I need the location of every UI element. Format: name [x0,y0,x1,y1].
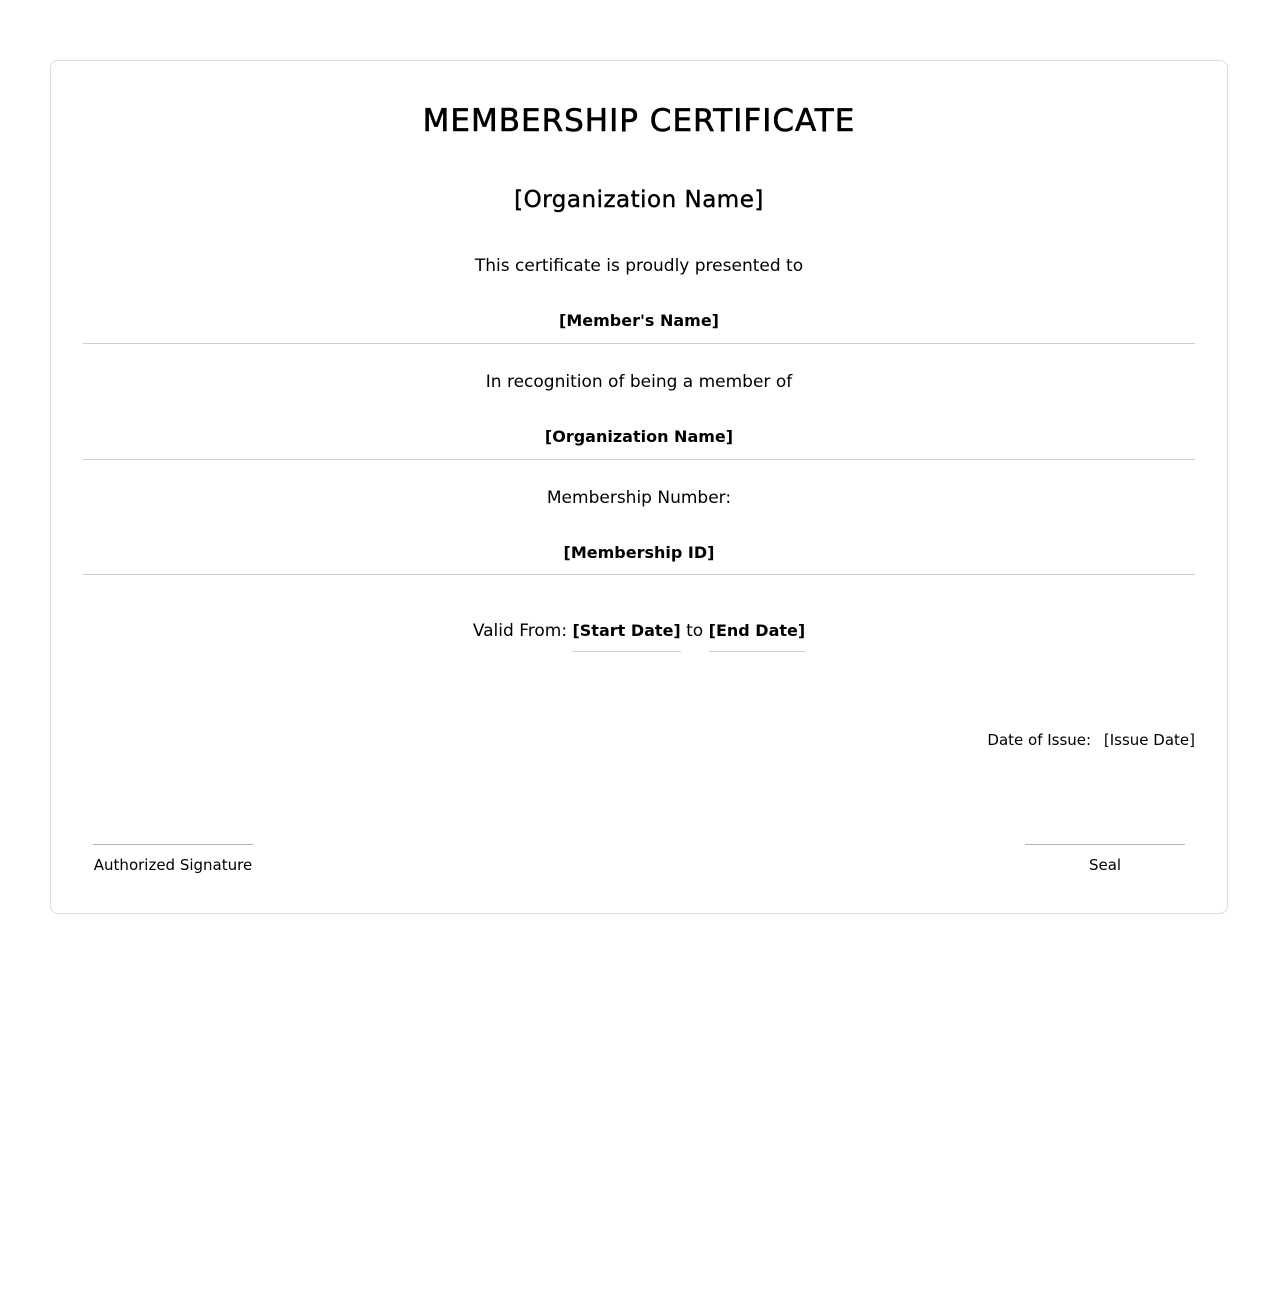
issue-date-label: Date of Issue: [987,731,1092,749]
issue-date-field[interactable]: [Issue Date] [1103,731,1195,749]
organization-name-underline [83,459,1195,460]
authorized-signature-block [93,844,253,874]
membership-number-label: Membership Number: [546,488,732,508]
signature-line[interactable] [93,844,253,845]
seal-line[interactable] [1025,844,1185,845]
seal-label: Seal [1088,856,1122,874]
validity-separator: to [686,621,704,641]
validity-row [83,621,1195,652]
membership-id-underline [83,574,1195,575]
valid-from-label: Valid From: [472,621,568,641]
authorized-signature-label: Authorized Signature [93,856,253,874]
organization-heading: [Organization Name] [514,187,764,213]
organization-name-field[interactable]: [Organization Name] [544,427,734,446]
presented-label: This certificate is proudly presented to [474,256,804,276]
recognition-label: In recognition of being a member of [485,372,793,392]
certificate-card [50,60,1228,914]
end-date-field[interactable]: [End Date] [709,621,806,652]
issue-date-row [987,731,1195,749]
membership-id-field[interactable]: [Membership ID] [563,543,715,562]
member-name-underline [83,343,1195,344]
seal-block [1025,844,1185,874]
start-date-field[interactable]: [Start Date] [572,621,680,652]
certificate-title: MEMBERSHIP CERTIFICATE [422,103,856,139]
member-name-field[interactable]: [Member's Name] [559,311,719,330]
certificate-content [83,61,1195,913]
